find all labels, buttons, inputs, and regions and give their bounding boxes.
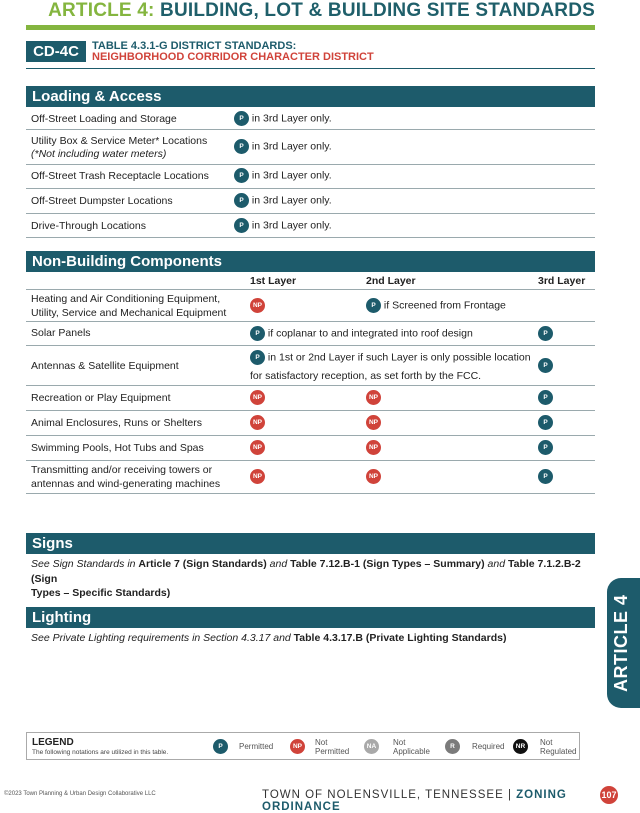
copyright: ©2023 Town Planning & Urban Design Collaborative LLC xyxy=(4,791,156,797)
table-row xyxy=(26,436,595,461)
permitted-icon: P xyxy=(234,218,249,233)
row-label: Transmitting and/or receiving towers or xyxy=(31,464,213,476)
permitted-icon: P xyxy=(366,298,381,313)
cell-text-line2: for satisfactory reception, as set forth by the FCC. xyxy=(250,370,482,382)
cell-text: if coplanar to and integrated into roof design xyxy=(267,327,473,340)
legend-label: Not Regulated xyxy=(540,738,577,756)
legend xyxy=(26,732,580,760)
signs-ref-table-summary: Table 7.12.B-1 (Sign Types – Summary) xyxy=(290,558,485,570)
table-row xyxy=(26,189,595,214)
row-label: Heating and Air Conditioning Equipment, xyxy=(31,293,221,305)
header-rule xyxy=(26,25,595,30)
row-label: Off-Street Loading and Storage xyxy=(31,113,177,125)
permitted-icon: P xyxy=(250,326,265,341)
permitted-icon: P xyxy=(234,111,249,126)
lighting-heading: Lighting xyxy=(26,607,595,628)
row-label-line2: Utility, Service and Mechanical Equipment xyxy=(31,307,227,319)
legend-title: LEGEND xyxy=(32,737,74,748)
permitted-icon: P xyxy=(538,390,553,405)
permitted-icon: P xyxy=(234,193,249,208)
permitted-icon: P xyxy=(538,415,553,430)
column-header-3rd-layer: 3rd Layer xyxy=(538,275,586,287)
row-label: Recreation or Play Equipment xyxy=(31,392,171,404)
permitted-icon: P xyxy=(234,168,249,183)
row-label: Swimming Pools, Hot Tubs and Spas xyxy=(31,442,204,454)
table-row xyxy=(26,346,595,386)
row-sublabel: (*Not including water meters) xyxy=(31,148,167,160)
not-applicable-icon: NA xyxy=(364,739,379,754)
row-value: in 3rd Layer only. xyxy=(251,112,332,125)
not-permitted-icon: NP xyxy=(250,390,265,405)
row-label: Drive-Through Locations xyxy=(31,220,146,232)
row-label: Solar Panels xyxy=(31,327,91,339)
table-subcaption: NEIGHBORHOOD CORRIDOR CHARACTER DISTRICT xyxy=(92,51,374,63)
not-permitted-icon: NP xyxy=(366,440,381,455)
article-name: BUILDING, LOT & BUILDING SITE STANDARDS xyxy=(160,0,595,21)
district-tag: CD-4C xyxy=(26,41,86,62)
row-label: Antennas & Satellite Equipment xyxy=(31,360,179,372)
loading-access-heading: Loading & Access xyxy=(26,86,595,107)
table-row xyxy=(26,165,595,189)
not-permitted-icon: NP xyxy=(366,415,381,430)
row-label: Off-Street Trash Receptacle Locations xyxy=(31,170,209,182)
article-number: ARTICLE 4: xyxy=(48,0,155,21)
permitted-icon: P xyxy=(538,440,553,455)
legend-label: Required xyxy=(472,742,505,751)
article-title xyxy=(0,0,595,22)
table-row xyxy=(26,108,595,130)
not-regulated-icon: NR xyxy=(513,739,528,754)
non-building-heading: Non-Building Components xyxy=(26,251,595,272)
permitted-icon: P xyxy=(538,326,553,341)
footer-doc-name: ZONING ORDINANCE xyxy=(262,789,567,813)
row-label: Utility Box & Service Meter* Locations xyxy=(31,135,208,147)
article-side-tab-label: ARTICLE 4 xyxy=(611,594,631,692)
legend-label: Not Permitted xyxy=(315,738,350,756)
legend-label: Not Applicable xyxy=(393,738,430,756)
legend-subtitle: The following notations are utilized in this table. xyxy=(32,749,169,756)
not-permitted-icon: NP xyxy=(250,415,265,430)
page-number: 107 xyxy=(600,786,618,804)
not-permitted-icon: NP xyxy=(250,440,265,455)
row-label: Off-Street Dumpster Locations xyxy=(31,195,173,207)
signs-ref-table-specific-cont: Types – Specific Standards) xyxy=(31,587,171,599)
row-label-line2: antennas and wind-generating machines xyxy=(31,478,221,490)
table-row xyxy=(26,411,595,436)
table-row xyxy=(26,386,595,411)
permitted-icon: P xyxy=(538,469,553,484)
row-value: in 3rd Layer only. xyxy=(251,169,332,182)
cell-text: in 1st or 2nd Layer if such Layer is only possible location xyxy=(267,351,531,364)
column-header-1st-layer: 1st Layer xyxy=(250,275,297,287)
lighting-note: See Private Lighting requirements in Section 4.3.17 and Table 4.3.17.B (Private Lighting Standards) xyxy=(31,632,507,644)
permitted-icon: P xyxy=(538,358,553,373)
lighting-ref-table: Table 4.3.17.B (Private Lighting Standards) xyxy=(293,632,507,644)
permitted-icon: P xyxy=(234,139,249,154)
column-header-2nd-layer: 2nd Layer xyxy=(366,275,416,287)
table-rule xyxy=(26,68,595,69)
not-permitted-icon: NP xyxy=(366,469,381,484)
row-value: in 3rd Layer only. xyxy=(251,194,332,207)
table-row xyxy=(26,289,595,322)
cell-text: if Screened from Frontage xyxy=(383,299,506,312)
permitted-icon: P xyxy=(250,350,265,365)
table-caption: TABLE 4.3.1-G DISTRICT STANDARDS: xyxy=(92,40,297,52)
not-permitted-icon: NP xyxy=(250,469,265,484)
table-row xyxy=(26,322,595,346)
row-value: in 3rd Layer only. xyxy=(251,219,332,232)
not-permitted-icon: NP xyxy=(366,390,381,405)
signs-heading: Signs xyxy=(26,533,595,554)
table-row xyxy=(26,214,595,238)
row-label: Animal Enclosures, Runs or Shelters xyxy=(31,417,202,429)
not-permitted-icon: NP xyxy=(250,298,265,313)
footer-title: TOWN OF NOLENSVILLE, TENNESSEE | ZONING ORDINANCE xyxy=(262,789,567,813)
signs-note: See Sign Standards in Article 7 (Sign Standards) and Table 7.12.B-1 (Sign Types – Summary) and Table 7.1.2.B-2 (Sign Types – Specific Standards) xyxy=(31,558,581,599)
table-row xyxy=(26,130,595,165)
required-icon: R xyxy=(445,739,460,754)
table-row xyxy=(26,461,595,494)
signs-ref-table-specific: Table 7.1.2.B-2 (Sign xyxy=(31,558,581,585)
row-value: in 3rd Layer only. xyxy=(251,140,332,153)
permitted-icon: P xyxy=(213,739,228,754)
not-permitted-icon: NP xyxy=(290,739,305,754)
signs-ref-article7: Article 7 (Sign Standards) xyxy=(138,558,267,570)
legend-label: Permitted xyxy=(239,742,274,751)
